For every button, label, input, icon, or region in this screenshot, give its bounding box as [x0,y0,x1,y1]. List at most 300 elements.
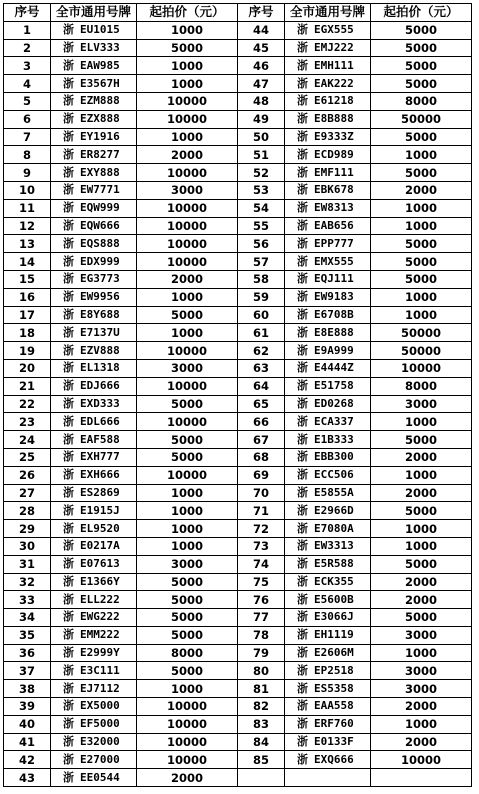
plate-number-cell [51,502,137,520]
plate-number-cell [285,181,371,199]
plate-number: EW9956 [80,290,120,304]
starting-price: 3000 [137,181,238,199]
starting-price: 3000 [137,359,238,377]
starting-price: 10000 [137,413,238,431]
plate-number: E1B333 [314,432,354,446]
plate-number-cell [51,537,137,555]
row-index: 56 [238,235,285,253]
starting-price: 3000 [371,662,472,680]
plate-number-cell [285,537,371,555]
table-row [4,359,472,377]
row-index: 13 [4,235,51,253]
row-index: 44 [238,21,285,39]
row-index: 57 [238,253,285,271]
row-index: 60 [238,306,285,324]
plate-number-cell [285,306,371,324]
plate-number-cell [285,377,371,395]
table-row [4,377,472,395]
plate-number: E27000 [80,752,120,766]
province-prefix: 浙 [63,272,74,286]
plate-number: EXD333 [80,396,120,410]
plate-number-cell [285,448,371,466]
row-index: 19 [4,342,51,360]
starting-price: 1000 [137,502,238,520]
starting-price: 5000 [371,253,472,271]
plate-number-cell [51,57,137,75]
starting-price: 5000 [371,555,472,573]
plate-number: EGX555 [314,23,354,37]
plate-number: E6708B [314,307,354,321]
table-row [4,591,472,609]
province-prefix: 浙 [297,272,308,286]
province-prefix: 浙 [63,396,74,410]
province-prefix: 浙 [63,218,74,232]
table-row [4,751,472,769]
starting-price: 10000 [137,466,238,484]
row-index: 85 [238,751,285,769]
plate-number: ERF760 [314,717,354,731]
header-plate: 全市通用号牌 [51,4,137,22]
plate-number: E32000 [80,735,120,749]
plate-number-cell [51,413,137,431]
plate-number: EH1119 [314,628,354,642]
starting-price: 10000 [137,164,238,182]
plate-number: EAB656 [314,218,354,232]
plate-number-cell [285,270,371,288]
row-index: 74 [238,555,285,573]
starting-price: 5000 [137,306,238,324]
row-index: 76 [238,591,285,609]
starting-price: 50000 [371,324,472,342]
row-index: 62 [238,342,285,360]
table-row [4,555,472,573]
plate-number-cell [51,342,137,360]
plate-number: EW7771 [80,183,120,197]
table-row [4,769,472,787]
plate-number-cell [51,128,137,146]
row-index: 27 [4,484,51,502]
province-prefix: 浙 [297,681,308,695]
plate-number-cell [51,217,137,235]
plate-number: EE0544 [80,770,120,784]
starting-price: 10000 [137,199,238,217]
plate-number-cell [285,484,371,502]
plate-number: E2999Y [80,646,120,660]
plate-number-cell [51,698,137,716]
province-prefix: 浙 [63,485,74,499]
plate-number: EMF111 [314,165,354,179]
starting-price: 5000 [137,626,238,644]
starting-price: 1000 [371,199,472,217]
row-index: 32 [4,573,51,591]
province-prefix: 浙 [297,574,308,588]
row-index: 25 [4,448,51,466]
province-prefix: 浙 [297,307,308,321]
starting-price: 5000 [137,39,238,57]
province-prefix: 浙 [63,681,74,695]
province-prefix: 浙 [63,574,74,588]
starting-price: 1000 [371,466,472,484]
starting-price: 10000 [371,751,472,769]
starting-price: 10000 [371,359,472,377]
starting-price: 5000 [371,609,472,627]
plate-number-cell [51,110,137,128]
plate-number: EW9183 [314,290,354,304]
plate-number: EXQ666 [314,752,354,766]
plate-number-cell [285,164,371,182]
row-index: 30 [4,537,51,555]
plate-number-cell [51,626,137,644]
row-index: 36 [4,644,51,662]
plate-number: EMM222 [80,628,120,642]
row-index: 11 [4,199,51,217]
province-prefix: 浙 [297,58,308,72]
starting-price: 1000 [137,537,238,555]
row-index: 28 [4,502,51,520]
province-prefix: 浙 [63,717,74,731]
province-prefix: 浙 [63,735,74,749]
header-index: 序号 [238,4,285,22]
starting-price: 2000 [371,448,472,466]
plate-number: EXH666 [80,468,120,482]
row-index: 72 [238,520,285,538]
table-row [4,21,472,39]
starting-price: 10000 [137,377,238,395]
province-prefix: 浙 [63,628,74,642]
row-index: 33 [4,591,51,609]
plate-number-cell [285,609,371,627]
plate-number: EL9520 [80,521,120,535]
row-index: 9 [4,164,51,182]
plate-number-cell [285,751,371,769]
plate-number: EDJ666 [80,379,120,393]
plate-number-cell [285,217,371,235]
starting-price: 1000 [371,644,472,662]
province-prefix: 浙 [297,254,308,268]
plate-number: EMJ222 [314,40,354,54]
plate-number-cell [51,466,137,484]
row-index: 69 [238,466,285,484]
plate-number: EMX555 [314,254,354,268]
row-index: 34 [4,609,51,627]
row-index: 7 [4,128,51,146]
plate-number: EG3773 [80,272,120,286]
starting-price: 2000 [371,181,472,199]
plate-number-cell [285,39,371,57]
province-prefix: 浙 [63,557,74,571]
province-prefix: 浙 [63,307,74,321]
province-prefix: 浙 [63,539,74,553]
row-index: 41 [4,733,51,751]
province-prefix: 浙 [297,76,308,90]
row-index: 54 [238,199,285,217]
plate-number-cell [51,769,137,787]
table-row [4,680,472,698]
province-prefix: 浙 [63,23,74,37]
plate-number-cell [285,626,371,644]
table-row [4,520,472,538]
plate-number-cell [285,555,371,573]
row-index: 29 [4,520,51,538]
plate-number: EQW666 [80,218,120,232]
plate-number: E5R588 [314,557,354,571]
table-row [4,502,472,520]
plate-number-cell [51,662,137,680]
starting-price: 2000 [137,769,238,787]
plate-number: EX5000 [80,699,120,713]
plate-number-cell [51,733,137,751]
plate-number: EPP777 [314,236,354,250]
plate-number: EW3313 [314,539,354,553]
province-prefix: 浙 [63,503,74,517]
province-prefix: 浙 [297,147,308,161]
province-prefix: 浙 [63,165,74,179]
province-prefix: 浙 [297,503,308,517]
row-index: 66 [238,413,285,431]
table-row [4,626,472,644]
row-index: 79 [238,644,285,662]
plate-number-cell [285,769,371,787]
plate-number-cell [285,413,371,431]
plate-number: EAF588 [80,432,120,446]
plate-number-cell [51,448,137,466]
plate-number-cell [285,199,371,217]
plate-number: ED0268 [314,396,354,410]
row-index: 84 [238,733,285,751]
starting-price: 2000 [371,573,472,591]
province-prefix: 浙 [63,610,74,624]
starting-price: 1000 [137,21,238,39]
plate-number: E7080A [314,521,354,535]
table-row [4,448,472,466]
plate-number: ECD989 [314,147,354,161]
row-index: 35 [4,626,51,644]
header-price: 起拍价（元） [371,4,472,22]
province-prefix: 浙 [63,290,74,304]
starting-price: 5000 [371,270,472,288]
province-prefix: 浙 [63,76,74,90]
row-index: 2 [4,39,51,57]
province-prefix: 浙 [297,539,308,553]
plate-number: E9A999 [314,343,354,357]
table-row [4,164,472,182]
row-index: 15 [4,270,51,288]
plate-number-cell [285,235,371,253]
province-prefix: 浙 [63,699,74,713]
table-row [4,644,472,662]
plate-number: ECC506 [314,468,354,482]
starting-price: 2000 [371,484,472,502]
row-index: 46 [238,57,285,75]
plate-number: EU1015 [80,23,120,37]
table-row [4,573,472,591]
plate-number: ECK355 [314,574,354,588]
starting-price: 2000 [137,146,238,164]
province-prefix: 浙 [297,432,308,446]
plate-number-cell [285,466,371,484]
province-prefix: 浙 [63,94,74,108]
table-row [4,609,472,627]
plate-number: EQW999 [80,201,120,215]
plate-number: EAA558 [314,699,354,713]
row-index: 22 [4,395,51,413]
row-index [238,769,285,787]
plate-number: EQJ111 [314,272,354,286]
plate-number-cell [51,484,137,502]
province-prefix: 浙 [63,646,74,660]
province-prefix: 浙 [63,450,74,464]
starting-price: 5000 [371,75,472,93]
starting-price: 8000 [371,92,472,110]
row-index: 58 [238,270,285,288]
plate-number: E1915J [80,503,120,517]
plate-auction-table-container [3,3,472,787]
plate-number: E51758 [314,379,354,393]
province-prefix: 浙 [297,699,308,713]
table-row [4,199,472,217]
plate-number: E3567H [80,76,120,90]
plate-number-cell [51,146,137,164]
plate-number: EBK678 [314,183,354,197]
province-prefix: 浙 [297,468,308,482]
province-prefix: 浙 [297,94,308,108]
plate-number: E3066J [314,610,354,624]
table-row [4,253,472,271]
plate-number: E8Y688 [80,307,120,321]
starting-price: 1000 [371,715,472,733]
starting-price: 5000 [137,431,238,449]
plate-number-cell [285,662,371,680]
starting-price: 5000 [137,591,238,609]
row-index: 65 [238,395,285,413]
table-row [4,342,472,360]
starting-price: 5000 [137,573,238,591]
table-row [4,306,472,324]
plate-number-cell [51,395,137,413]
plate-number: EBB300 [314,450,354,464]
plate-number-cell [285,502,371,520]
province-prefix: 浙 [297,218,308,232]
row-index: 1 [4,21,51,39]
row-index: 31 [4,555,51,573]
starting-price: 10000 [137,253,238,271]
table-row [4,270,472,288]
starting-price: 1000 [137,288,238,306]
plate-number-cell [51,377,137,395]
plate-number-cell [51,609,137,627]
plate-number: E2606M [314,646,354,660]
province-prefix: 浙 [63,752,74,766]
province-prefix: 浙 [63,112,74,126]
starting-price: 10000 [137,110,238,128]
row-index: 20 [4,359,51,377]
row-index: 26 [4,466,51,484]
province-prefix: 浙 [63,40,74,54]
starting-price: 1000 [371,537,472,555]
province-prefix: 浙 [297,129,308,143]
plate-number-cell [285,253,371,271]
table-row [4,181,472,199]
province-prefix: 浙 [297,112,308,126]
plate-number: E7137U [80,325,120,339]
plate-number: EDX999 [80,254,120,268]
province-prefix: 浙 [297,361,308,375]
plate-number: E1366Y [80,574,120,588]
province-prefix: 浙 [297,183,308,197]
plate-number-cell [285,431,371,449]
plate-number-cell [51,235,137,253]
plate-number-cell [285,324,371,342]
plate-number-cell [51,306,137,324]
table-row [4,662,472,680]
plate-number-cell [285,110,371,128]
table-row [4,413,472,431]
province-prefix: 浙 [63,58,74,72]
table-row [4,39,472,57]
plate-number-cell [51,520,137,538]
starting-price: 3000 [371,680,472,698]
province-prefix: 浙 [63,468,74,482]
province-prefix: 浙 [297,610,308,624]
starting-price: 2000 [371,733,472,751]
starting-price: 3000 [371,626,472,644]
plate-number: E0217A [80,539,120,553]
plate-number-cell [51,555,137,573]
starting-price: 1000 [137,680,238,698]
row-index: 77 [238,609,285,627]
province-prefix: 浙 [63,201,74,215]
province-prefix: 浙 [297,236,308,250]
plate-number-cell [285,698,371,716]
province-prefix: 浙 [297,592,308,606]
plate-number-cell [285,146,371,164]
row-index: 18 [4,324,51,342]
province-prefix: 浙 [297,396,308,410]
table-row [4,431,472,449]
starting-price: 1000 [137,520,238,538]
plate-number-cell [51,324,137,342]
row-index: 10 [4,181,51,199]
province-prefix: 浙 [297,628,308,642]
plate-number-cell [51,359,137,377]
starting-price: 2000 [371,698,472,716]
table-row [4,324,472,342]
starting-price: 10000 [137,715,238,733]
plate-number: EMH111 [314,58,354,72]
table-row [4,75,472,93]
province-prefix: 浙 [297,717,308,731]
row-index: 39 [4,698,51,716]
plate-number: EY1916 [80,129,120,143]
province-prefix: 浙 [63,592,74,606]
row-index: 3 [4,57,51,75]
plate-auction-table [3,3,472,787]
table-row [4,466,472,484]
province-prefix: 浙 [297,663,308,677]
starting-price: 5000 [137,609,238,627]
table-row [4,92,472,110]
plate-number-cell [51,573,137,591]
plate-number-cell [51,270,137,288]
plate-number-cell [51,199,137,217]
plate-number: ER8277 [80,147,120,161]
plate-number: EDL666 [80,414,120,428]
row-index: 21 [4,377,51,395]
table-row [4,395,472,413]
row-index: 23 [4,413,51,431]
plate-number: E8E888 [314,325,354,339]
row-index: 70 [238,484,285,502]
